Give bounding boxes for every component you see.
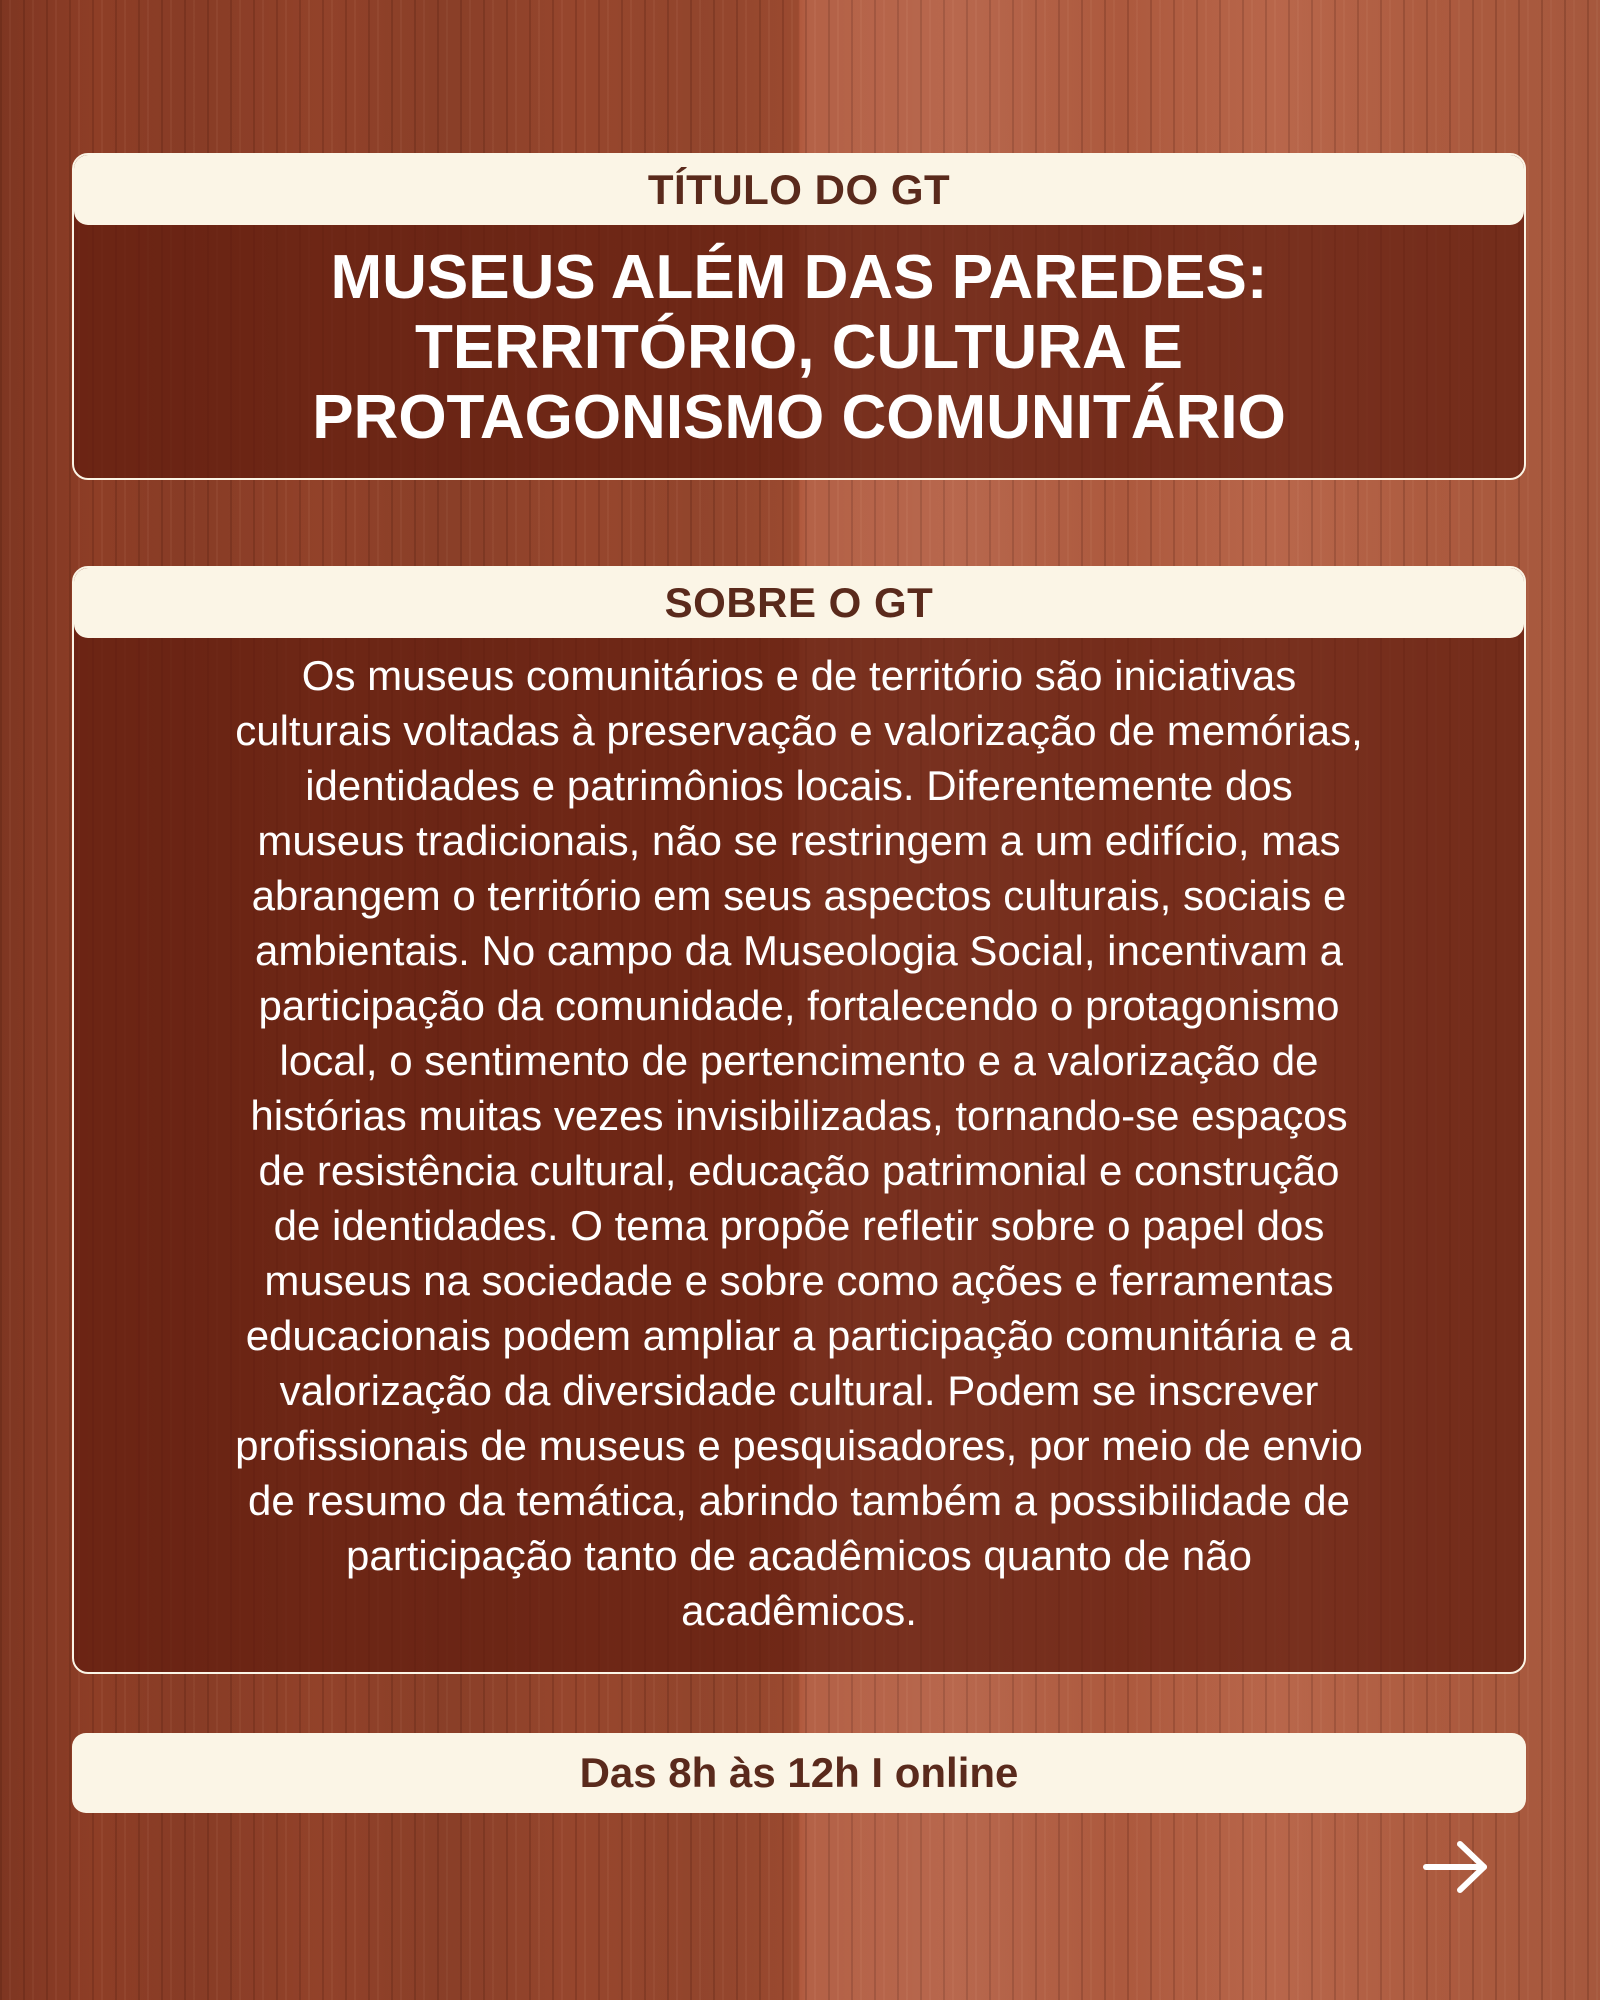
about-description — [74, 638, 1524, 1638]
main-title — [74, 243, 1524, 453]
about-line: abrangem o território em seus aspectos culturais, sociais e — [251, 872, 1347, 919]
title-section-header: TÍTULO DO GT — [74, 155, 1524, 225]
about-line: participação da comunidade, fortalecendo o protagonismo — [258, 982, 1340, 1029]
main-title-line: MUSEUS ALÉM DAS PAREDES: — [330, 243, 1268, 312]
about-line: de resumo da temática, abrindo também a possibilidade de — [248, 1477, 1350, 1524]
about-panel — [72, 566, 1526, 1674]
about-line: valorização da diversidade cultural. Podem se inscrever — [279, 1367, 1319, 1414]
about-line: acadêmicos. — [681, 1587, 917, 1634]
about-line: de identidades. O tema propõe refletir sobre o papel dos — [273, 1202, 1325, 1249]
about-line: museus tradicionais, não se restringem a um edifício, mas — [257, 817, 1341, 864]
arrow-right-icon[interactable] — [1422, 1838, 1490, 1896]
about-line: histórias muitas vezes invisibilizadas, tornando-se espaços — [250, 1092, 1348, 1139]
about-line: profissionais de museus e pesquisadores, por meio de envio — [235, 1422, 1363, 1469]
schedule-bar: Das 8h às 12h I online — [72, 1733, 1526, 1813]
about-line: de resistência cultural, educação patrimonial e construção — [258, 1147, 1340, 1194]
about-line: identidades e patrimônios locais. Diferentemente dos — [305, 762, 1293, 809]
main-title-line: PROTAGONISMO COMUNITÁRIO — [312, 383, 1286, 452]
about-line: local, o sentimento de pertencimento e a valorização de — [279, 1037, 1319, 1084]
about-section-header: SOBRE O GT — [74, 568, 1524, 638]
about-line: educacionais podem ampliar a participação comunitária e a — [245, 1312, 1353, 1359]
title-panel — [72, 153, 1526, 480]
about-line: ambientais. No campo da Museologia Social, incentivam a — [255, 927, 1343, 974]
about-line: participação tanto de acadêmicos quanto de não — [346, 1532, 1252, 1579]
about-line: museus na sociedade e sobre como ações e ferramentas — [264, 1257, 1334, 1304]
about-line: Os museus comunitários e de território são iniciativas — [301, 652, 1297, 699]
main-title-line: TERRITÓRIO, CULTURA E — [414, 313, 1184, 382]
about-line: culturais voltadas à preservação e valorização de memórias, — [235, 707, 1363, 754]
